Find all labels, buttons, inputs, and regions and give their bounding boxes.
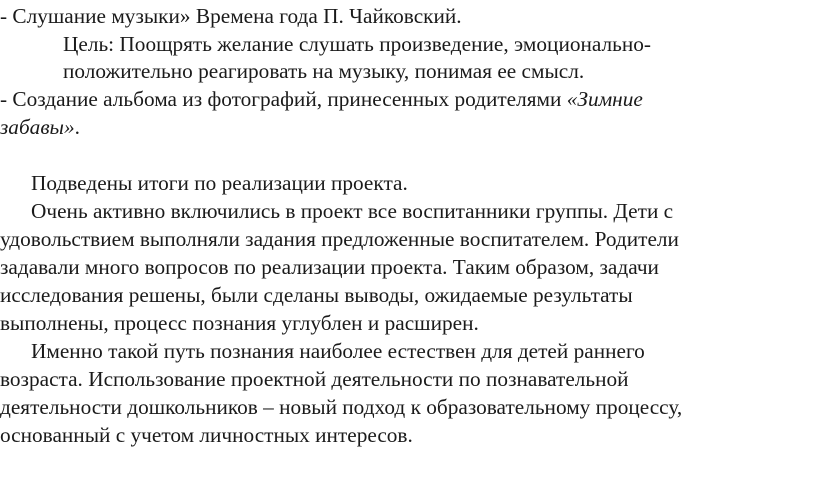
goal-line-2: положительно реагировать на музыку, понимая ее смысл. bbox=[63, 59, 585, 83]
paragraph-2-line-5: выполнены, процесс познания углублен и расширен. bbox=[0, 311, 479, 335]
goal-line-1: Цель: Поощрять желание слушать произведение, эмоционально- bbox=[63, 32, 652, 56]
album-title-italic-cont: забавы» bbox=[0, 115, 75, 139]
list-item-album-cont bbox=[0, 114, 80, 141]
list-item-album bbox=[0, 86, 643, 113]
paragraph-2-line-1: Очень активно включились в проект все воспитанники группы. Дети с bbox=[31, 199, 674, 223]
album-text: - Создание альбома из фотографий, принесенных родителями bbox=[0, 87, 567, 111]
paragraph-3-line-4: основанный с учетом личностных интересов. bbox=[0, 423, 413, 447]
paragraph-2-line-4: исследования решены, были сделаны выводы, ожидаемые результаты bbox=[0, 283, 633, 307]
paragraph-3-line-3: деятельности дошкольников – новый подход к образовательному процессу, bbox=[0, 395, 683, 419]
list-item-music-listening: - Слушание музыки» Времена года П. Чайковский. bbox=[0, 4, 462, 28]
paragraph-summary: Подведены итоги по реализации проекта. bbox=[31, 171, 408, 195]
paragraph-2-line-3: задавали много вопросов по реализации проекта. Таким образом, задачи bbox=[0, 255, 659, 279]
paragraph-2-line-2: удовольствием выполняли задания предложенные воспитателем. Родители bbox=[0, 227, 679, 251]
album-title-italic: «Зимние bbox=[566, 87, 643, 111]
paragraph-3-line-1: Именно такой путь познания наиболее естествен для детей раннего bbox=[31, 339, 645, 363]
album-period: . bbox=[74, 115, 80, 139]
paragraph-3-line-2: возраста. Использование проектной деятельности по познавательной bbox=[0, 367, 629, 391]
